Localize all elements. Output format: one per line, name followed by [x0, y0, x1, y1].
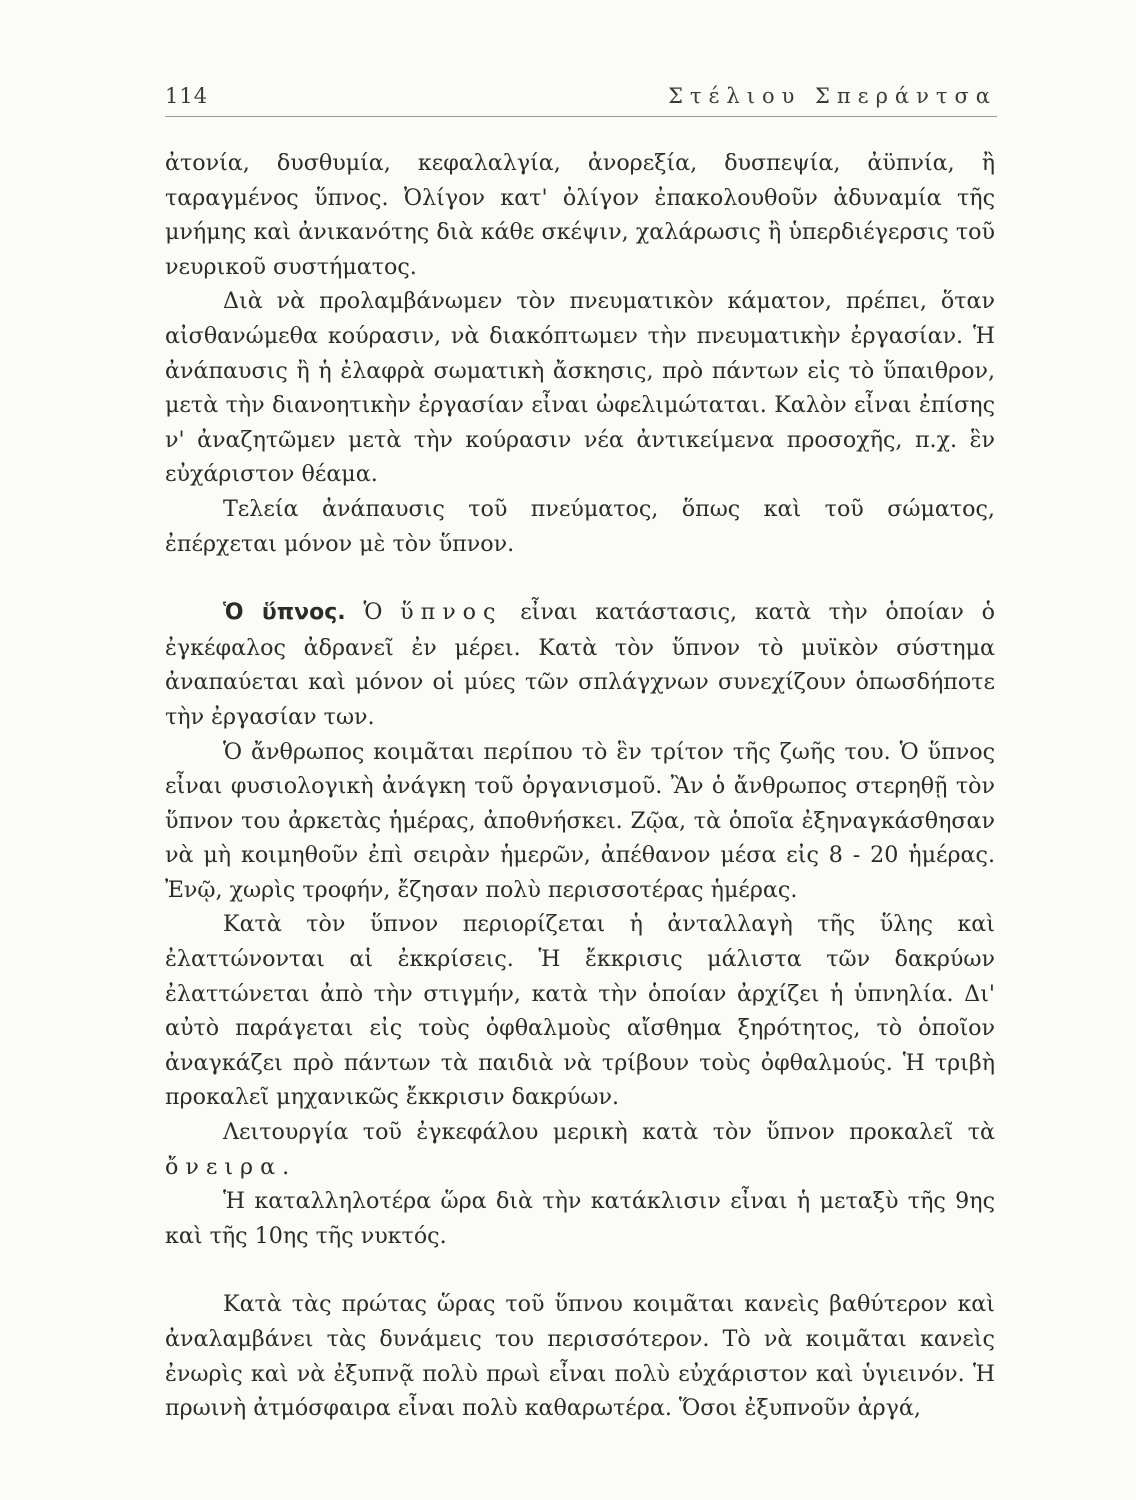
section-heading: Ὁ ὕπνος.: [223, 600, 346, 626]
paragraph: Διὰ νὰ προλαμβάνωμεν τὸν πνευματικὸν κάματον, πρέπει, ὅταν αἰσθανώμεθα κούρασιν, νὰ διακόπτωμεν τὴν πνευματικὴν ἐργασίαν. Ἡ ἀνάπαυσις ἢ ἡ ἐλαφρὰ σωματικὴ ἄσκησις, πρὸ πάντων εἰς τὸ ὕπαιθρον, μετὰ τὴν διανοητικὴν ἐργασίαν εἶναι ὠφελιμώταται. Καλὸν εἶναι ἐπίσης ν' ἀναζητῶμεν μετὰ τὴν κούρασιν νέα ἀντικείμενα προσοχῆς, π.χ. ἓν εὐχάριστον θέαμα.: [165, 288, 995, 488]
page-header: [165, 84, 997, 116]
paragraph-text: Λειτουργία τοῦ ἐγκεφάλου μερικὴ κατὰ τὸν ὕπνον προκαλεῖ τὰ: [223, 1119, 995, 1146]
paragraph: Κατὰ τὰς πρώτας ὥρας τοῦ ὕπνου κοιμᾶται κανεὶς βαθύτερον καὶ ἀναλαμβάνει τὰς δυνάμεις του περισσότερον. Τὸ νὰ κοιμᾶται κανεὶς ἐνωρὶς καὶ νὰ ἐξυπνᾷ πολὺ πρωὶ εἶναι πολὺ εὐχάριστον καὶ ὑγιεινόν. Ἡ πρωινὴ ἀτμόσφαιρα εἶναι πολὺ καθαρωτέρα. Ὅσοι ἐξυπνοῦν ἀργά,: [165, 1291, 995, 1422]
lead-article: Ὁ: [363, 599, 383, 626]
paragraph-text: εἶναι κατάστασις, κατὰ τὴν ὁποίαν ὁ ἐγκέφαλος ἀδρανεῖ ἐν μέρει. Κατὰ τὸν ὕπνον τὸ μυϊκὸν σύστημα ἀναπαύεται καὶ μόνον οἱ μύες τῶν σπλάγχνων συνεχίζουν ὁπωσδήποτε τὴν ἐργασίαν των.: [165, 599, 995, 730]
dreams-term: ὄνειρα.: [165, 1153, 297, 1180]
paragraph: Ἡ καταλληλοτέρα ὥρα διὰ τὴν κατάκλισιν εἶναι ἡ μεταξὺ τῆς 9ης καὶ τῆς 10ης τῆς νυκτός.: [165, 1188, 995, 1249]
body-text: [165, 146, 995, 1426]
paragraph: Τελεία ἀνάπαυσις τοῦ πνεύματος, ὅπως καὶ τοῦ σώματος, ἐπέρχεται μόνον μὲ τὸν ὕπνον.: [165, 495, 995, 557]
paragraph: ἀτονία, δυσθυμία, κεφαλαλγία, ἀνορεξία, δυσπεψία, ἀϋπνία, ἢ ταραγμένος ὕπνος. Ὀλίγον κατ' ὀλίγον ἐπακολουθοῦν ἀδυναμία τῆς μνήμης καὶ ἀνικανότης διὰ κάθε σκέψιν, χαλάρωσις ἢ ὑπερδιέγερσις τοῦ νευρικοῦ συστήματος.: [165, 150, 995, 280]
paragraph: Κατὰ τὸν ὕπνον περιορίζεται ἡ ἀνταλλαγὴ τῆς ὕλης καὶ ἐλαττώνονται αἱ ἐκκρίσεις. Ἡ ἔκκρισις μάλιστα τῶν δακρύων ἐλαττώνεται ἀπὸ τὴν στιγμήν, κατὰ τὴν ὁποίαν ἀρχίζει ἡ ὑπνηλία. Δι' αὐτὸ παράγεται εἰς τοὺς ὀφθαλμοὺς αἴσθημα ξηρότητος, τὸ ὁποῖον ἀναγκάζει πρὸ πάντων τὰ παιδιὰ νὰ τρίβουν τοὺς ὀφθαλμούς. Ἡ τριβὴ προκαλεῖ μηχανικῶς ἔκκρισιν δακρύων.: [165, 911, 995, 1111]
page-number: 114: [165, 84, 209, 108]
paragraph-dreams: [165, 1115, 995, 1184]
header-rule: [165, 116, 997, 117]
lead-term: ὕπνος: [400, 599, 503, 626]
running-head: Στέλιου Σπεράντσα: [668, 84, 997, 108]
section-sleep-intro: [165, 595, 995, 734]
paragraph: Ὁ ἄνθρωπος κοιμᾶται περίπου τὸ ἓν τρίτον τῆς ζωῆς του. Ὁ ὕπνος εἶναι φυσιολογικὴ ἀνάγκη τοῦ ὀργανισμοῦ. Ἂν ὁ ἄνθρωπος στερηθῇ τὸν ὕπνον του ἀρκετὰς ἡμέρας, ἀποθνήσκει. Ζῷα, τὰ ὁποῖα ἐξηναγκάσθησαν νὰ μὴ κοιμηθοῦν ἐπὶ σειρὰν ἡμερῶν, ἀπέθανον μέσα εἰς 8 - 20 ἡμέρας. Ἐνῷ, χωρὶς τροφήν, ἔζησαν πολὺ περισσοτέρας ἡμέρας.: [165, 738, 995, 903]
